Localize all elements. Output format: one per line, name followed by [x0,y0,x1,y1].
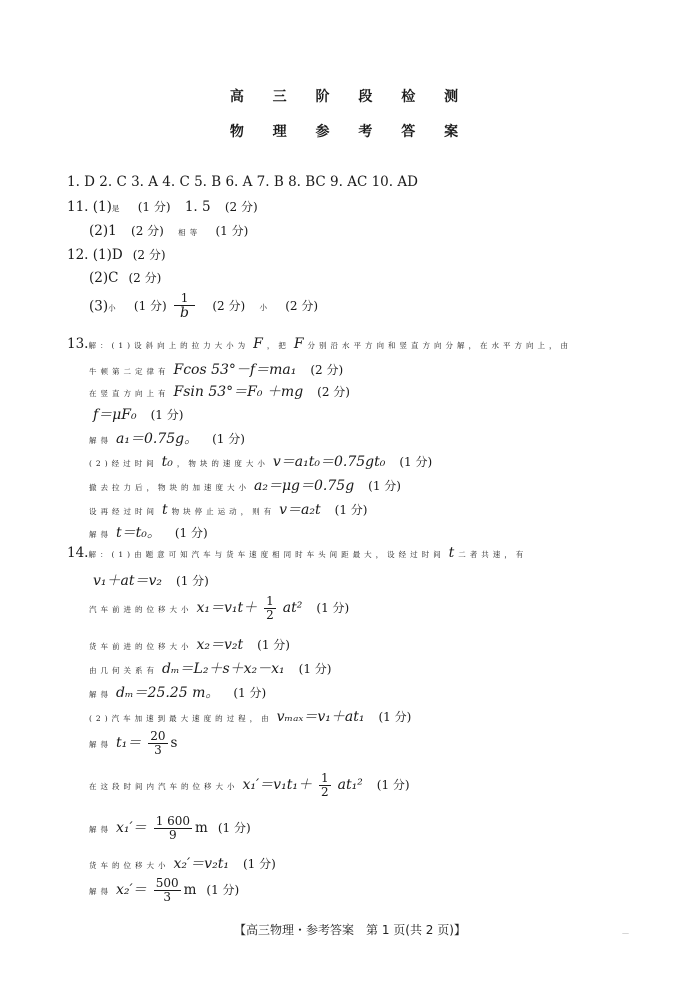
q14-line-6: 解得 dₘ＝25.25 m。 (1 分) [89,685,267,701]
q13-line-7: 撤去拉力后，物块的加速度大小 a₂＝μg＝0.75g (1 分) [89,478,401,494]
q14-line-1: 14.解：(1)由题意可知汽车与货车速度相同时车头间距最大，设经过时间 t 二者共速，有 [67,545,528,561]
q13-line-9: 解得 t＝t₀。 (1 分) [89,525,208,541]
q12-line-3: (3)小 (1 分) $\frac{1}{b}$ (2 分) 小 (2 分) [89,291,319,322]
q14-line-10: 解得 x₁′＝ $\frac{1 600}{9}$ m (1 分) [89,814,251,843]
q13-line-3: 在竖直方向上有 Fsin 53°＝F₀ ＋mg (2 分) [89,384,350,400]
fraction: $\frac{20}{3}$ [150,729,166,758]
page-footer: 【高三物理・参考答案 第 1 页(共 2 页)】 [234,923,466,937]
q14-line-11: 货车的位移大小 x₂′＝v₂t₁ (1 分) [89,856,276,872]
fraction: $\frac{500}{3}$ [155,876,179,905]
q12-line-1: 12. (1)D (2 分) [67,247,166,263]
q14-line-3: 汽车前进的位移大小 x₁＝v₁t＋ $\frac{1}{2}$ at² (1 分) [89,594,350,623]
q14-line-8: 解得 t₁＝ $\frac{20}{3}$ s [89,729,178,758]
q14-line-2: v₁＋at＝v₂ (1 分) [93,573,209,589]
page-title: 高 三 阶 段 检 测 [229,89,471,105]
q14-line-9: 在这段时间内汽车的位移大小 x₁′＝v₁t₁＋ $\frac{1}{2}$ at₁² (1 分) [89,771,410,800]
q11-line-2: (2)1 (2 分) 相等 (1 分) [89,223,249,239]
fraction: $\frac{1 600}{9}$ [155,814,191,843]
q13-line-1: 13.解：(1)设斜向上的拉力大小为 F ，把 F 分别沿水平方向和竖直方向分解，在水平方向上，由 [67,336,573,352]
corner-mark: — [622,929,629,937]
q14-line-12: 解得 x₂′＝ $\frac{500}{3}$ m (1 分) [89,876,240,905]
q13-line-5: 解得 a₁＝0.75g。 (1 分) [89,431,245,447]
q11-line-1: 11. (1)是 (1 分) 1. 5 (2 分) [67,199,258,215]
q13-line-2: 牛顿第二定律有 Fcos 53°－f＝ma₁ (2 分) [89,362,344,378]
q13-line-6: (2)经过时间 t₀ ，物块的速度大小 v＝a₁t₀＝0.75gt₀ (1 分) [89,454,433,470]
q13-line-4: f＝μF₀ (1 分) [93,407,184,423]
fraction: $\frac{1}{b}$ [174,292,195,322]
q14-line-5: 由几何关系有 dₘ＝L₂＋s＋x₂－x₁ (1 分) [89,661,332,677]
choice-answers: 1. D 2. C 3. A 4. C 5. B 6. A 7. B 8. BC 9. AC 10. AD [67,174,418,190]
q14-line-4: 货车前进的位移大小 x₂＝v₂t (1 分) [89,637,290,653]
page-subtitle: 物 理 参 考 答 案 [229,124,471,140]
q13-line-8: 设再经过时间 t 物块停止运动，则有 v＝a₂t (1 分) [89,502,368,518]
fraction: $\frac{1}{2}$ [320,771,329,800]
q12-line-2: (2)C (2 分) [89,270,162,286]
fraction: $\frac{1}{2}$ [266,594,274,623]
q14-line-7: (2)汽车加速到最大速度的过程，由 vₘₐₓ＝v₁＋at₁ (1 分) [89,709,412,725]
